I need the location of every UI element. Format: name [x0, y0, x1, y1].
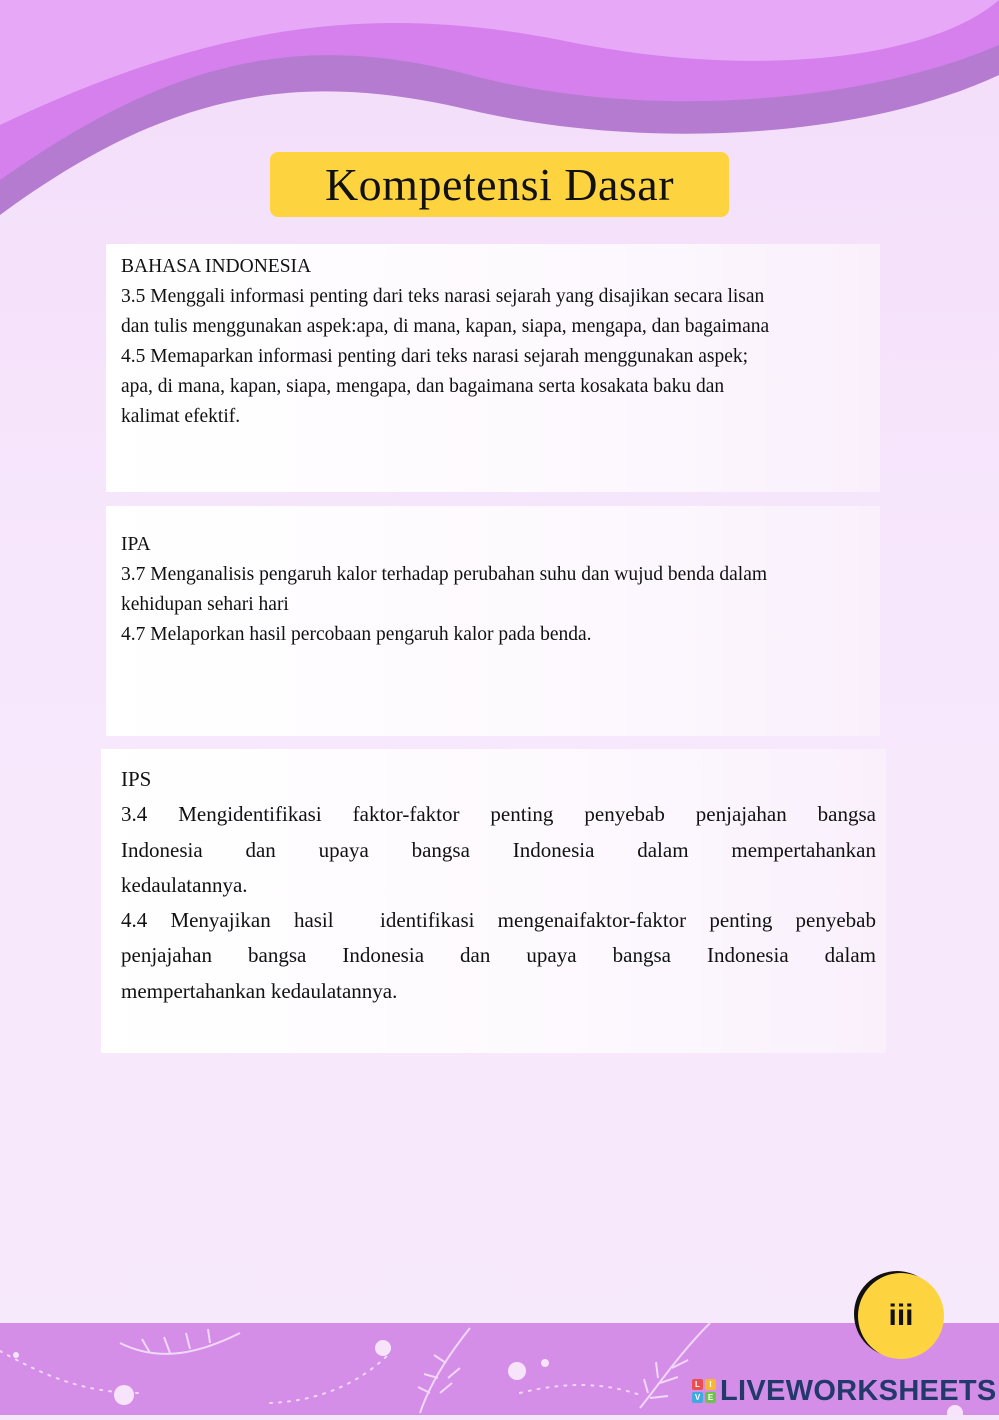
- section-text-line: 3.4 Mengidentifikasi faktor-faktor penting penyebab penjajahan bangsa: [121, 802, 876, 827]
- title-banner: [270, 152, 729, 217]
- section-text-line: kehidupan sehari hari: [121, 594, 289, 615]
- section-text-line: dan tulis menggunakan aspek:apa, di mana, kapan, siapa, mengapa, dan bagaimana: [121, 316, 770, 337]
- section-heading: BAHASA INDONESIA: [121, 256, 312, 277]
- section-text-line: kedaulatannya.: [121, 872, 248, 897]
- section-bahasa-indonesia: [106, 244, 880, 492]
- section-heading: IPA: [121, 534, 151, 555]
- section-text-line: 3.5 Menggali informasi penting dari teks narasi sejarah yang disajikan secara lisan: [121, 286, 765, 307]
- page-title: Kompetensi Dasar: [324, 159, 675, 210]
- liveworksheets-mark-icon: [692, 1379, 716, 1403]
- liveworksheets-logo: [692, 1374, 997, 1408]
- liveworksheets-wordmark: LIVEWORKSHEETS: [720, 1374, 997, 1407]
- section-text-line: 4.5 Memaparkan informasi penting dari teks narasi sejarah menggunakan aspek;: [121, 346, 749, 367]
- section-text-line: Indonesia dan upaya bangsa Indonesia dalam mempertahankan: [121, 837, 876, 862]
- section-text-line: mempertahankan kedaulatannya.: [121, 978, 398, 1003]
- page-number-badge: [858, 1273, 944, 1359]
- section-text-line: apa, di mana, kapan, siapa, mengapa, dan bagaimana serta kosakata baku dan: [121, 376, 725, 397]
- page-number: iii: [888, 1299, 914, 1332]
- logo-letter: I: [705, 1379, 716, 1390]
- section-ips: [101, 749, 886, 1053]
- section-text-line: 4.4 Menyajikan hasil identifikasi mengenaifaktor-faktor penting penyebab: [121, 908, 876, 933]
- section-text-line: 3.7 Menganalisis pengaruh kalor terhadap perubahan suhu dan wujud benda dalam: [121, 564, 768, 585]
- logo-letter: V: [692, 1392, 703, 1403]
- section-text-line: penjajahan bangsa Indonesia dan upaya bangsa Indonesia dalam: [121, 943, 876, 968]
- logo-letter: L: [692, 1379, 703, 1390]
- section-text-line: kalimat efektif.: [121, 406, 241, 427]
- section-text-line: 4.7 Melaporkan hasil percobaan pengaruh kalor pada benda.: [121, 624, 592, 645]
- section-heading: IPS: [121, 767, 152, 791]
- logo-letter: E: [705, 1392, 716, 1403]
- section-ipa: [106, 506, 880, 736]
